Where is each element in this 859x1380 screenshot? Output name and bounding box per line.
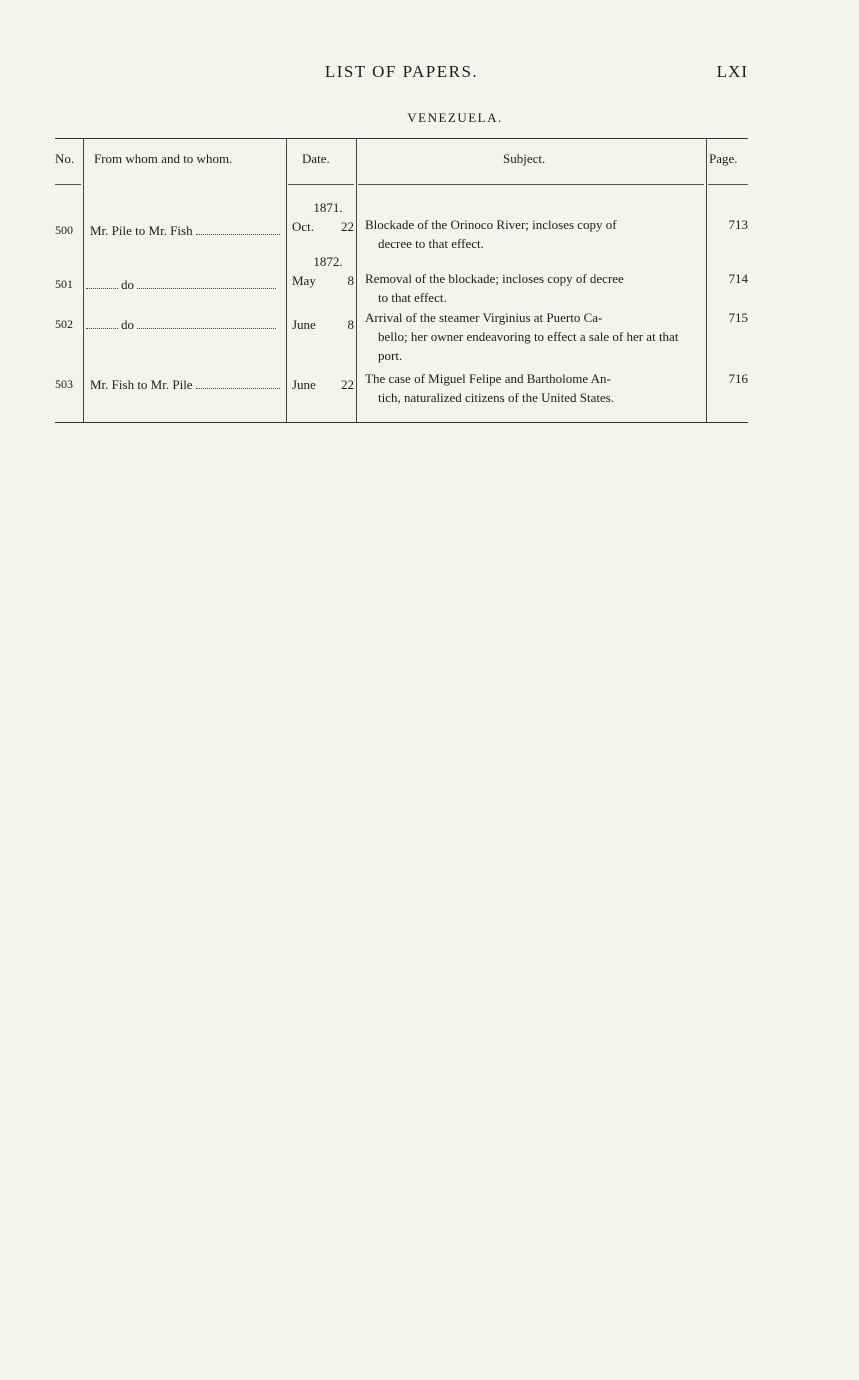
column-divider: [286, 138, 287, 422]
row-page: 715: [728, 310, 748, 325]
row-subject-rest: bello; her owner endeavoring to effect a sale of her at that port.: [378, 329, 679, 363]
header-underline: [288, 184, 354, 185]
dot-leader: [137, 315, 276, 329]
row-year: 1871.: [313, 200, 343, 215]
header-underline: [708, 184, 748, 185]
dot-leader: [86, 315, 118, 329]
row-date: [292, 375, 354, 394]
table-top-rule: [55, 138, 748, 139]
dot-leader: [196, 221, 280, 235]
row-from: [90, 221, 280, 240]
row-subject-first: The case of Miguel Felipe and Bartholome An-: [365, 371, 611, 386]
page-header: [55, 62, 748, 92]
row-from: [86, 275, 276, 294]
row-date: [292, 252, 354, 290]
row-from-text: do: [121, 317, 134, 332]
page-number: LXI: [716, 62, 748, 81]
row-page: 714: [728, 271, 748, 286]
row-from: [86, 315, 276, 334]
column-header-subject: Subject.: [503, 151, 546, 166]
row-date: [292, 315, 354, 334]
row-subject: [365, 308, 700, 365]
column-divider: [706, 138, 707, 422]
row-subject-first: Blockade of the Orinoco River; incloses copy of: [365, 217, 617, 232]
row-subject-rest: decree to that effect.: [378, 236, 484, 251]
row-subject: [365, 369, 700, 407]
row-from: [90, 375, 280, 394]
column-header-page: Page.: [709, 151, 738, 166]
dot-leader: [86, 275, 118, 289]
row-day: 8: [347, 317, 354, 332]
row-year: 1872.: [313, 254, 343, 269]
row-page: 716: [728, 371, 748, 386]
row-from-text: do: [121, 277, 134, 292]
row-subject-first: Arrival of the steamer Virginius at Puerto Ca-: [365, 310, 603, 325]
column-header-from: From whom and to whom.: [94, 151, 233, 166]
row-page: 713: [728, 217, 748, 232]
row-number: 502: [55, 317, 73, 331]
row-subject: [365, 269, 700, 307]
row-number: 503: [55, 377, 73, 391]
row-subject-rest: to that effect.: [378, 290, 447, 305]
dot-leader: [137, 275, 276, 289]
row-from-text: Mr. Fish to Mr. Pile: [90, 377, 193, 392]
row-day: 22: [341, 219, 354, 234]
row-date: [292, 198, 354, 236]
running-title: LIST OF PAPERS.: [324, 62, 479, 81]
header-underline: [358, 184, 704, 185]
row-subject-rest: tich, naturalized citizens of the United States.: [378, 390, 615, 405]
column-divider: [83, 138, 84, 422]
table-bottom-rule: [55, 422, 748, 423]
row-month: May: [292, 273, 316, 288]
column-header-no: No.: [55, 151, 75, 166]
row-subject: [365, 215, 700, 253]
header-underline: [55, 184, 81, 185]
row-subject-first: Removal of the blockade; incloses copy of decree: [365, 271, 624, 286]
row-month: June: [292, 377, 316, 392]
row-number: 501: [55, 277, 73, 291]
dot-leader: [196, 375, 280, 389]
section-title: VENEZUELA.: [407, 110, 503, 125]
column-header-date: Date.: [302, 151, 330, 166]
row-day: 8: [347, 273, 354, 288]
row-day: 22: [341, 377, 354, 392]
row-month: June: [292, 317, 316, 332]
row-from-text: Mr. Pile to Mr. Fish: [90, 223, 193, 238]
row-month: Oct.: [292, 219, 315, 234]
column-divider: [356, 138, 357, 422]
row-number: 500: [55, 223, 73, 237]
